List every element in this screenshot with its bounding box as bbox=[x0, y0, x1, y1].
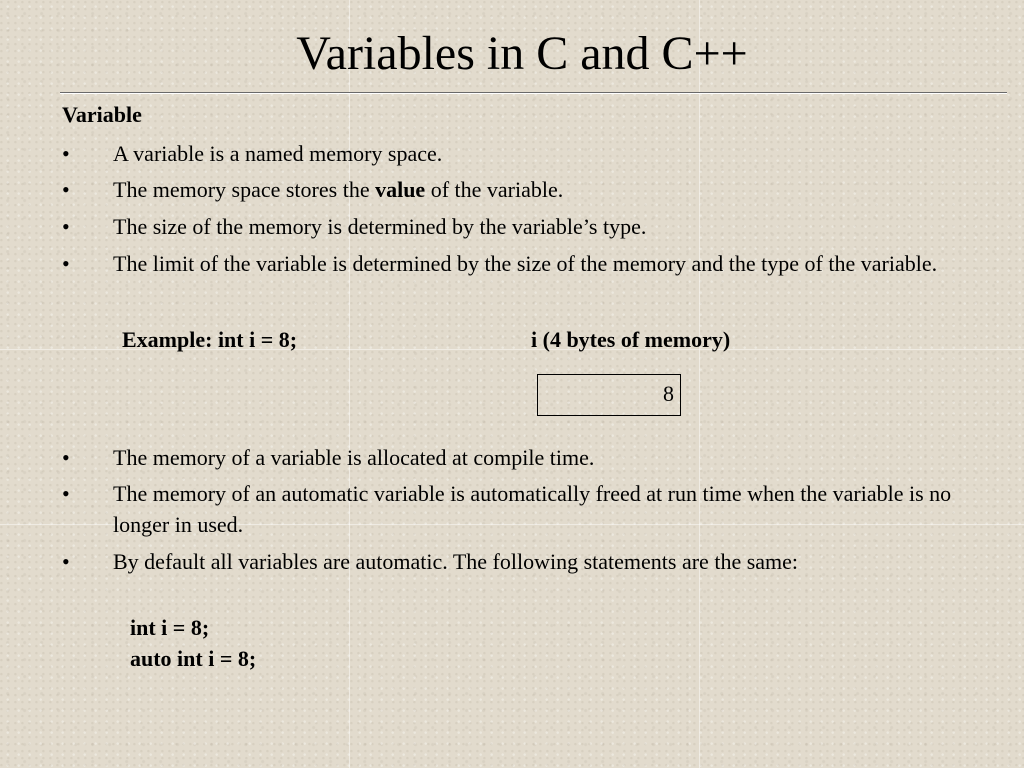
bullet-text: The size of the memory is determined by the variable’s type. bbox=[113, 214, 647, 239]
bullet-text: The limit of the variable is determined by the size of the memory and the type of the variable. bbox=[113, 251, 938, 276]
bullet-marker: • bbox=[62, 481, 70, 506]
bullet-text bbox=[113, 174, 983, 205]
background-seam bbox=[699, 0, 700, 768]
bullet-text-part: of the variable. bbox=[425, 177, 564, 202]
bullet-text: The memory of a variable is allocated at compile time. bbox=[113, 445, 595, 470]
bullet-text: The memory of an automatic variable is automatically freed at run time when the variable is no longer in used. bbox=[113, 481, 952, 537]
bullet-marker: • bbox=[62, 549, 70, 574]
bullet-text-part: The memory space stores the bbox=[113, 177, 376, 202]
bullet-marker: • bbox=[62, 177, 70, 202]
code-line: auto int i = 8; bbox=[130, 646, 257, 671]
bullet-text-emphasis: value bbox=[375, 177, 426, 202]
title-divider bbox=[60, 92, 1007, 94]
bullet-text: By default all variables are automatic. The following statements are the same: bbox=[113, 549, 799, 574]
memory-cell-value: 8 bbox=[663, 381, 674, 406]
background-seam bbox=[349, 0, 350, 768]
bullet-marker: • bbox=[62, 251, 70, 276]
memory-cell-box bbox=[537, 374, 681, 416]
bullet-marker: • bbox=[62, 445, 70, 470]
bullet-marker: • bbox=[62, 214, 70, 239]
bullet-text: A variable is a named memory space. bbox=[113, 141, 443, 166]
example-declaration: Example: int i = 8; bbox=[122, 327, 298, 352]
bullet-marker: • bbox=[62, 141, 70, 166]
section-heading: Variable bbox=[62, 102, 142, 127]
slide-title: Variables in C and C++ bbox=[296, 27, 748, 80]
code-line: int i = 8; bbox=[130, 615, 210, 640]
memory-label: i (4 bytes of memory) bbox=[531, 327, 731, 352]
